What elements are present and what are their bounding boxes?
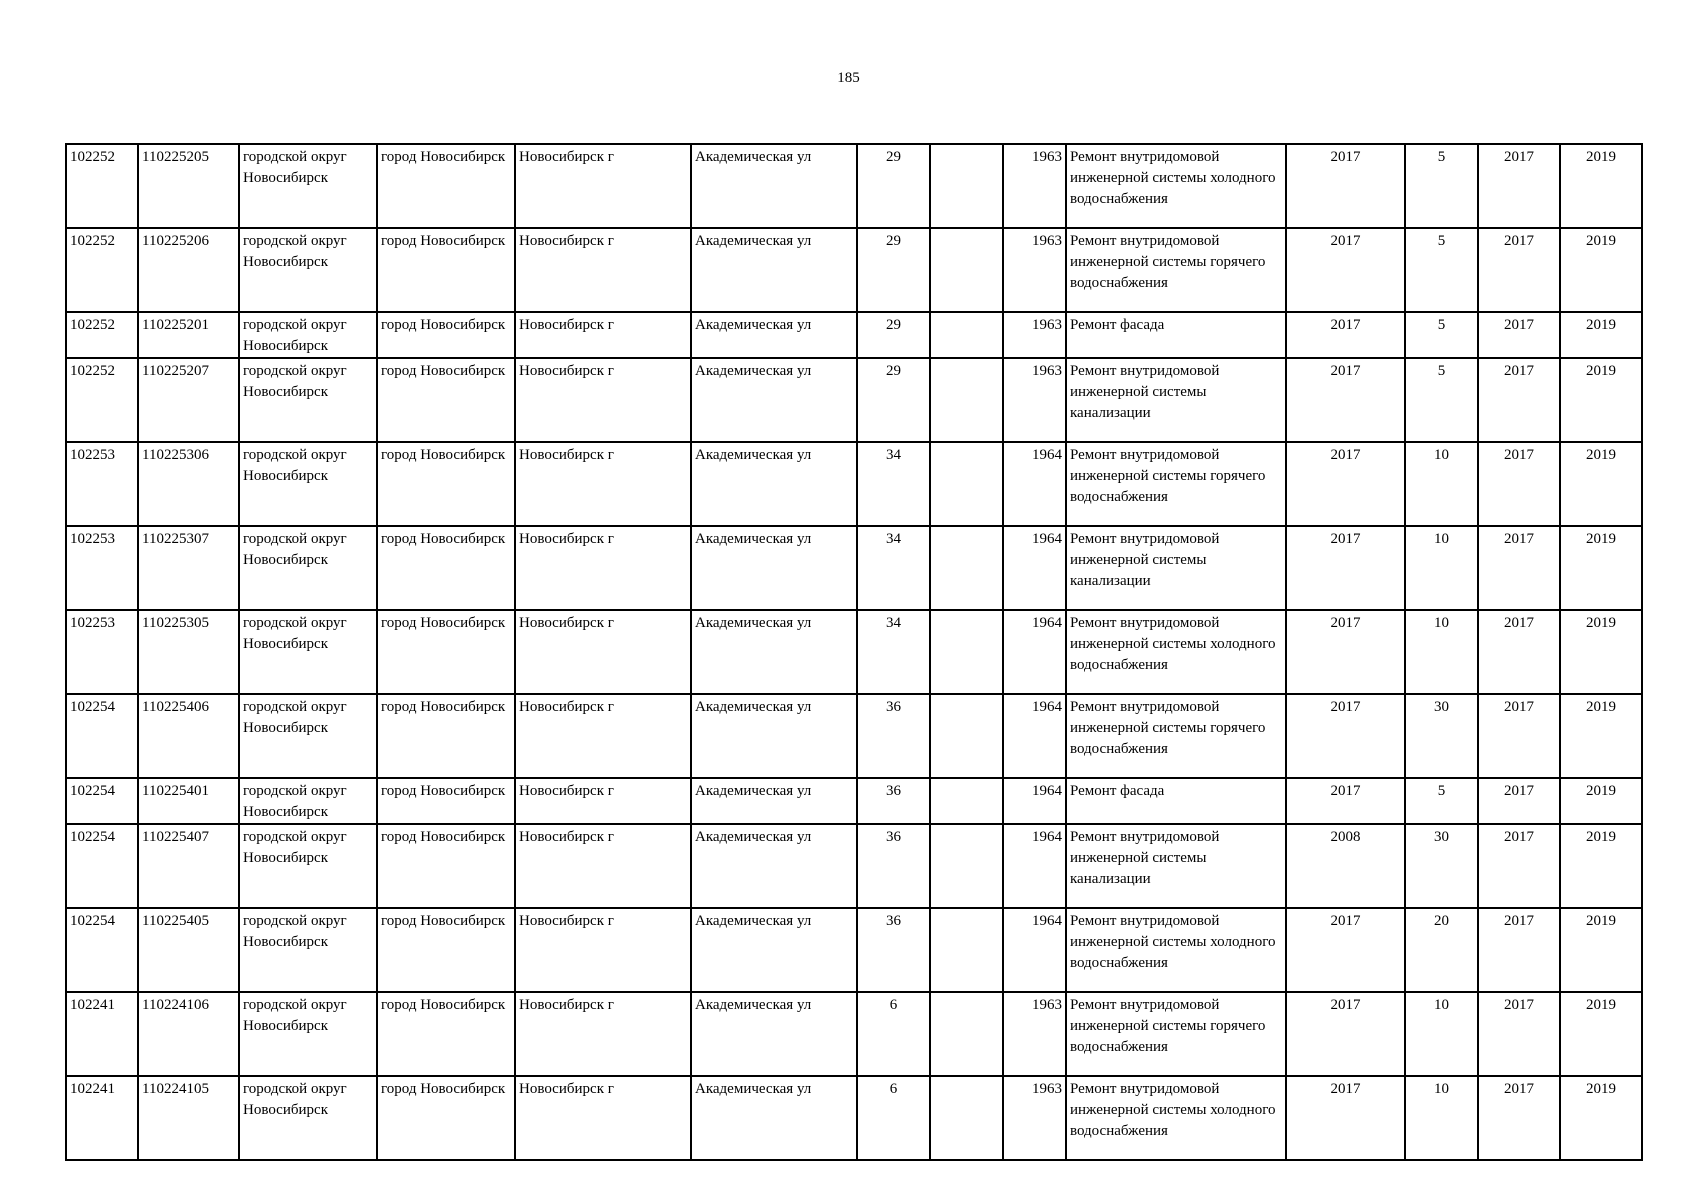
cell-year-built: 1963 (1003, 992, 1066, 1076)
cell-element-code: 110225307 (138, 526, 239, 610)
cell-plan-end-year: 2019 (1560, 526, 1642, 610)
cell-house-number: 36 (857, 908, 930, 992)
cell-building-id: 102241 (66, 992, 138, 1076)
table-row (66, 526, 1642, 610)
cell-work-type: Ремонт внутридомовой инженерной системы холодного водоснабжения (1066, 144, 1286, 228)
cell-municipality: городской округ Новосибирск (239, 442, 377, 526)
cell-building-id: 102252 (66, 228, 138, 312)
cell-last-repair-year: 2017 (1286, 358, 1405, 442)
cell-locality: Новосибирск г (515, 526, 691, 610)
cell-plan-start-year: 2017 (1478, 358, 1560, 442)
cell-settlement: город Новосибирск (377, 992, 515, 1076)
cell-wear-percent: 5 (1405, 312, 1478, 358)
cell-plan-end-year: 2019 (1560, 144, 1642, 228)
cell-wear-percent: 10 (1405, 1076, 1478, 1160)
cell-municipality: городской округ Новосибирск (239, 1076, 377, 1160)
cell-element-code: 110224106 (138, 992, 239, 1076)
cell-house-number: 36 (857, 694, 930, 778)
cell-locality: Новосибирск г (515, 824, 691, 908)
cell-settlement: город Новосибирск (377, 908, 515, 992)
cell-locality: Новосибирск г (515, 1076, 691, 1160)
table-row (66, 312, 1642, 358)
cell-street: Академическая ул (691, 358, 857, 442)
cell-wear-percent: 30 (1405, 694, 1478, 778)
cell-plan-start-year: 2017 (1478, 526, 1560, 610)
cell-work-type: Ремонт внутридомовой инженерной системы холодного водоснабжения (1066, 610, 1286, 694)
cell-building-id: 102254 (66, 824, 138, 908)
cell-building-id: 102254 (66, 778, 138, 824)
cell-locality: Новосибирск г (515, 610, 691, 694)
cell-element-code: 110225206 (138, 228, 239, 312)
cell-street: Академическая ул (691, 312, 857, 358)
cell-year-built: 1963 (1003, 228, 1066, 312)
cell-building-number (930, 778, 1003, 824)
cell-work-type: Ремонт внутридомовой инженерной системы горячего водоснабжения (1066, 992, 1286, 1076)
cell-plan-start-year: 2017 (1478, 1076, 1560, 1160)
cell-last-repair-year: 2017 (1286, 992, 1405, 1076)
cell-work-type: Ремонт внутридомовой инженерной системы канализации (1066, 358, 1286, 442)
cell-municipality: городской округ Новосибирск (239, 228, 377, 312)
cell-wear-percent: 5 (1405, 358, 1478, 442)
cell-street: Академическая ул (691, 694, 857, 778)
cell-plan-start-year: 2017 (1478, 778, 1560, 824)
cell-element-code: 110225207 (138, 358, 239, 442)
cell-building-number (930, 992, 1003, 1076)
cell-building-id: 102253 (66, 442, 138, 526)
cell-element-code: 110225205 (138, 144, 239, 228)
cell-building-id: 102241 (66, 1076, 138, 1160)
cell-building-number (930, 228, 1003, 312)
cell-building-id: 102252 (66, 144, 138, 228)
cell-building-number (930, 358, 1003, 442)
cell-building-number (930, 1076, 1003, 1160)
cell-year-built: 1964 (1003, 908, 1066, 992)
cell-year-built: 1963 (1003, 312, 1066, 358)
cell-year-built: 1964 (1003, 610, 1066, 694)
cell-municipality: городской округ Новосибирск (239, 144, 377, 228)
table-row (66, 694, 1642, 778)
table-row (66, 778, 1642, 824)
cell-work-type: Ремонт внутридомовой инженерной системы горячего водоснабжения (1066, 694, 1286, 778)
cell-last-repair-year: 2017 (1286, 610, 1405, 694)
cell-settlement: город Новосибирск (377, 694, 515, 778)
cell-settlement: город Новосибирск (377, 526, 515, 610)
cell-building-id: 102254 (66, 694, 138, 778)
page-number: 185 (837, 70, 860, 86)
cell-house-number: 34 (857, 610, 930, 694)
table-row (66, 824, 1642, 908)
cell-plan-start-year: 2017 (1478, 610, 1560, 694)
cell-wear-percent: 10 (1405, 610, 1478, 694)
cell-municipality: городской округ Новосибирск (239, 694, 377, 778)
cell-wear-percent: 20 (1405, 908, 1478, 992)
cell-year-built: 1963 (1003, 1076, 1066, 1160)
cell-locality: Новосибирск г (515, 144, 691, 228)
cell-settlement: город Новосибирск (377, 312, 515, 358)
cell-building-id: 102252 (66, 358, 138, 442)
cell-settlement: город Новосибирск (377, 778, 515, 824)
cell-last-repair-year: 2017 (1286, 526, 1405, 610)
cell-plan-start-year: 2017 (1478, 442, 1560, 526)
cell-municipality: городской округ Новосибирск (239, 824, 377, 908)
cell-street: Академическая ул (691, 908, 857, 992)
cell-year-built: 1963 (1003, 358, 1066, 442)
cell-element-code: 110225401 (138, 778, 239, 824)
cell-element-code: 110225305 (138, 610, 239, 694)
cell-settlement: город Новосибирск (377, 610, 515, 694)
cell-settlement: город Новосибирск (377, 228, 515, 312)
cell-last-repair-year: 2017 (1286, 312, 1405, 358)
cell-year-built: 1963 (1003, 144, 1066, 228)
cell-year-built: 1964 (1003, 526, 1066, 610)
cell-street: Академическая ул (691, 610, 857, 694)
cell-plan-start-year: 2017 (1478, 694, 1560, 778)
cell-settlement: город Новосибирск (377, 1076, 515, 1160)
cell-locality: Новосибирск г (515, 228, 691, 312)
cell-plan-start-year: 2017 (1478, 228, 1560, 312)
cell-house-number: 36 (857, 824, 930, 908)
cell-element-code: 110225405 (138, 908, 239, 992)
cell-year-built: 1964 (1003, 694, 1066, 778)
cell-last-repair-year: 2017 (1286, 144, 1405, 228)
cell-settlement: город Новосибирск (377, 144, 515, 228)
cell-plan-end-year: 2019 (1560, 358, 1642, 442)
cell-plan-start-year: 2017 (1478, 824, 1560, 908)
cell-last-repair-year: 2008 (1286, 824, 1405, 908)
table-row (66, 610, 1642, 694)
cell-plan-end-year: 2019 (1560, 1076, 1642, 1160)
cell-plan-start-year: 2017 (1478, 992, 1560, 1076)
cell-house-number: 6 (857, 1076, 930, 1160)
cell-locality: Новосибирск г (515, 908, 691, 992)
cell-municipality: городской округ Новосибирск (239, 610, 377, 694)
cell-building-number (930, 824, 1003, 908)
cell-house-number: 29 (857, 228, 930, 312)
cell-building-id: 102253 (66, 526, 138, 610)
cell-locality: Новосибирск г (515, 694, 691, 778)
cell-building-id: 102253 (66, 610, 138, 694)
cell-wear-percent: 10 (1405, 442, 1478, 526)
cell-house-number: 34 (857, 442, 930, 526)
cell-street: Академическая ул (691, 228, 857, 312)
cell-municipality: городской округ Новосибирск (239, 908, 377, 992)
cell-house-number: 36 (857, 778, 930, 824)
cell-last-repair-year: 2017 (1286, 908, 1405, 992)
cell-last-repair-year: 2017 (1286, 228, 1405, 312)
cell-last-repair-year: 2017 (1286, 778, 1405, 824)
cell-plan-end-year: 2019 (1560, 824, 1642, 908)
cell-house-number: 6 (857, 992, 930, 1076)
cell-work-type: Ремонт внутридомовой инженерной системы холодного водоснабжения (1066, 908, 1286, 992)
cell-street: Академическая ул (691, 144, 857, 228)
cell-street: Академическая ул (691, 824, 857, 908)
cell-locality: Новосибирск г (515, 992, 691, 1076)
cell-locality: Новосибирск г (515, 358, 691, 442)
table-row (66, 228, 1642, 312)
cell-last-repair-year: 2017 (1286, 1076, 1405, 1160)
cell-wear-percent: 10 (1405, 992, 1478, 1076)
cell-street: Академическая ул (691, 778, 857, 824)
cell-municipality: городской округ Новосибирск (239, 312, 377, 358)
cell-building-id: 102254 (66, 908, 138, 992)
cell-house-number: 34 (857, 526, 930, 610)
cell-municipality: городской округ Новосибирск (239, 778, 377, 824)
cell-municipality: городской округ Новосибирск (239, 358, 377, 442)
cell-building-number (930, 442, 1003, 526)
cell-work-type: Ремонт внутридомовой инженерной системы канализации (1066, 824, 1286, 908)
cell-plan-end-year: 2019 (1560, 908, 1642, 992)
cell-municipality: городской округ Новосибирск (239, 992, 377, 1076)
cell-plan-end-year: 2019 (1560, 610, 1642, 694)
cell-building-id: 102252 (66, 312, 138, 358)
cell-work-type: Ремонт фасада (1066, 312, 1286, 358)
table-row (66, 442, 1642, 526)
cell-element-code: 110225201 (138, 312, 239, 358)
cell-locality: Новосибирск г (515, 312, 691, 358)
cell-locality: Новосибирск г (515, 778, 691, 824)
cell-plan-end-year: 2019 (1560, 694, 1642, 778)
table-row (66, 358, 1642, 442)
registry-table (65, 143, 1643, 1161)
cell-plan-start-year: 2017 (1478, 312, 1560, 358)
cell-element-code: 110224105 (138, 1076, 239, 1160)
cell-settlement: город Новосибирск (377, 824, 515, 908)
cell-building-number (930, 526, 1003, 610)
cell-element-code: 110225407 (138, 824, 239, 908)
table-row (66, 992, 1642, 1076)
cell-wear-percent: 30 (1405, 824, 1478, 908)
cell-street: Академическая ул (691, 1076, 857, 1160)
cell-wear-percent: 5 (1405, 228, 1478, 312)
cell-building-number (930, 312, 1003, 358)
table-row (66, 1076, 1642, 1160)
cell-work-type: Ремонт внутридомовой инженерной системы горячего водоснабжения (1066, 228, 1286, 312)
cell-house-number: 29 (857, 312, 930, 358)
cell-year-built: 1964 (1003, 778, 1066, 824)
cell-work-type: Ремонт внутридомовой инженерной системы холодного водоснабжения (1066, 1076, 1286, 1160)
cell-last-repair-year: 2017 (1286, 442, 1405, 526)
cell-plan-end-year: 2019 (1560, 442, 1642, 526)
cell-street: Академическая ул (691, 992, 857, 1076)
cell-plan-end-year: 2019 (1560, 228, 1642, 312)
cell-municipality: городской округ Новосибирск (239, 526, 377, 610)
cell-wear-percent: 5 (1405, 778, 1478, 824)
cell-year-built: 1964 (1003, 824, 1066, 908)
cell-plan-start-year: 2017 (1478, 908, 1560, 992)
cell-settlement: город Новосибирск (377, 442, 515, 526)
table-row (66, 908, 1642, 992)
cell-house-number: 29 (857, 358, 930, 442)
cell-house-number: 29 (857, 144, 930, 228)
cell-work-type: Ремонт фасада (1066, 778, 1286, 824)
cell-building-number (930, 908, 1003, 992)
cell-last-repair-year: 2017 (1286, 694, 1405, 778)
cell-plan-end-year: 2019 (1560, 778, 1642, 824)
cell-street: Академическая ул (691, 526, 857, 610)
cell-plan-start-year: 2017 (1478, 144, 1560, 228)
cell-building-number (930, 144, 1003, 228)
cell-locality: Новосибирск г (515, 442, 691, 526)
cell-year-built: 1964 (1003, 442, 1066, 526)
cell-plan-end-year: 2019 (1560, 312, 1642, 358)
cell-work-type: Ремонт внутридомовой инженерной системы горячего водоснабжения (1066, 442, 1286, 526)
cell-building-number (930, 610, 1003, 694)
cell-plan-end-year: 2019 (1560, 992, 1642, 1076)
cell-element-code: 110225306 (138, 442, 239, 526)
cell-element-code: 110225406 (138, 694, 239, 778)
table-row (66, 144, 1642, 228)
cell-wear-percent: 10 (1405, 526, 1478, 610)
cell-settlement: город Новосибирск (377, 358, 515, 442)
cell-building-number (930, 694, 1003, 778)
cell-work-type: Ремонт внутридомовой инженерной системы канализации (1066, 526, 1286, 610)
cell-wear-percent: 5 (1405, 144, 1478, 228)
cell-street: Академическая ул (691, 442, 857, 526)
